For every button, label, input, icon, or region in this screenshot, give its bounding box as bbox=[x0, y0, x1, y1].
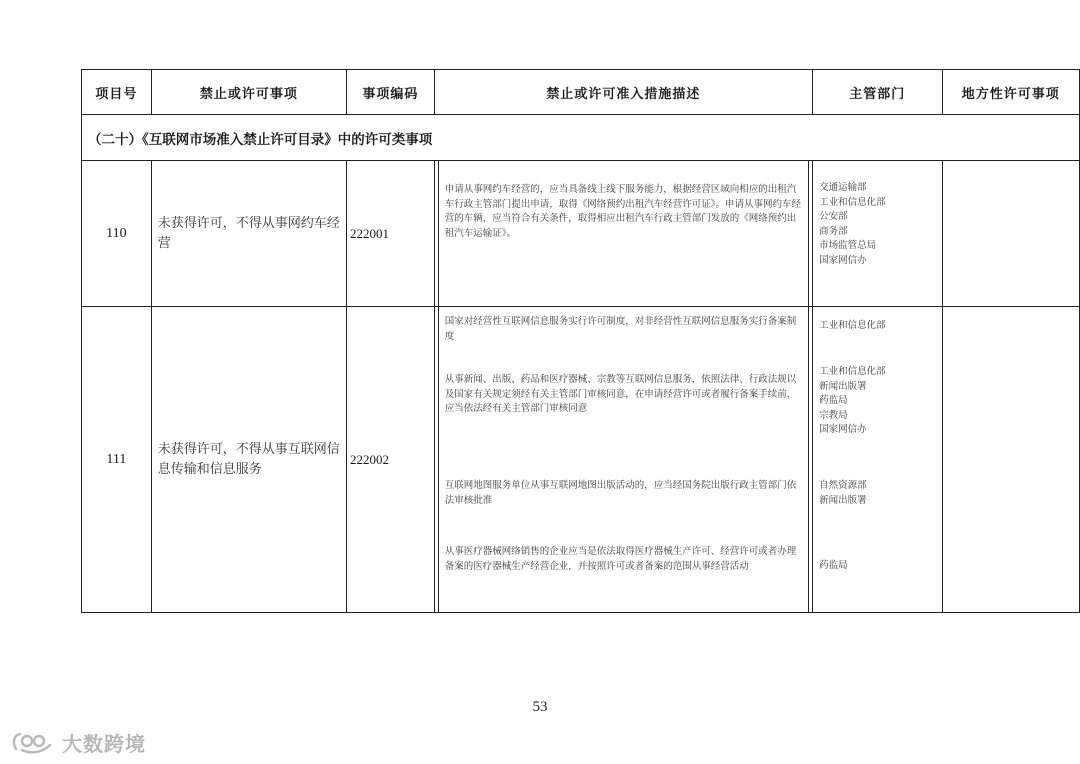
row-item: 未获得许可，不得从事互联网信息传输和信息服务 bbox=[151, 307, 346, 613]
table-row bbox=[82, 307, 1080, 613]
header-item: 禁止或许可事项 bbox=[151, 70, 346, 115]
header-local-permit: 地方性许可事项 bbox=[942, 70, 1079, 115]
measure-description: 国家对经营性互联网信息服务实行许可制度，对非经营性互联网信息服务实行备案制度 bbox=[444, 316, 797, 342]
row-code: 222001 bbox=[347, 161, 435, 307]
department-name: 自然资源部 bbox=[819, 480, 867, 491]
department-name: 宗教局 bbox=[819, 409, 848, 421]
department-name: 新闻出版署 bbox=[819, 380, 867, 392]
department-name: 公安部 bbox=[819, 211, 848, 222]
department-name: 药监局 bbox=[819, 560, 848, 571]
department-name: 国家网信办 bbox=[819, 254, 867, 266]
row-local-permit bbox=[942, 161, 1079, 307]
row-item: 未获得许可，不得从事网约车经营 bbox=[151, 161, 346, 307]
department-name: 工业和信息化部 bbox=[819, 366, 886, 377]
row-departments bbox=[813, 307, 942, 613]
department-name: 药监局 bbox=[819, 395, 848, 406]
department-name: 商务部 bbox=[819, 225, 848, 237]
row-code: 222002 bbox=[347, 307, 435, 613]
department-name: 工业和信息化部 bbox=[819, 320, 886, 331]
row-measures bbox=[434, 307, 812, 613]
permit-table bbox=[81, 69, 1080, 613]
department-name: 交通运输部 bbox=[819, 182, 867, 193]
department-name: 市场监管总局 bbox=[819, 240, 877, 251]
section-title: （二十）《互联网市场准入禁止许可目录》中的许可类事项 bbox=[82, 115, 1080, 161]
measure-description: 互联网地图服务单位从事互联网地图出版活动的，应当经国务院出版行政主管部门依法审核批准 bbox=[444, 480, 797, 506]
department-name: 国家网信办 bbox=[819, 424, 867, 435]
section-row bbox=[82, 115, 1080, 161]
department-list bbox=[819, 479, 937, 508]
watermark-text: 大数跨境 bbox=[62, 731, 146, 756]
department-list bbox=[819, 559, 937, 574]
department-name: 新闻出版署 bbox=[819, 494, 867, 506]
measure-description: 从事医疗器械网络销售的企业应当是依法取得医疗器械生产许可、经营许可或者办理备案的医疗器械生产经营企业，并按照许可或者备案的范围从事经营活动 bbox=[444, 546, 797, 572]
row-measures bbox=[434, 161, 812, 307]
department-list bbox=[819, 365, 937, 438]
department-list bbox=[819, 319, 937, 334]
row-local-permit bbox=[942, 307, 1079, 613]
brand-logo-icon bbox=[10, 729, 54, 755]
header-department: 主管部门 bbox=[813, 70, 942, 115]
row-departments bbox=[813, 161, 942, 307]
table-header-row bbox=[82, 70, 1080, 115]
header-item-number: 项目号 bbox=[82, 70, 152, 115]
header-measures: 禁止或许可准入措施描述 bbox=[434, 70, 812, 115]
department-name: 工业和信息化部 bbox=[819, 196, 886, 208]
department-list bbox=[819, 181, 937, 268]
page-number: 53 bbox=[532, 699, 548, 715]
table-row bbox=[82, 161, 1080, 307]
measure-description: 从事新闻、出版、药品和医疗器械、宗教等互联网信息服务，依照法律、行政法规以及国家有关规定须经有关主管部门审核同意，在申请经营许可或者履行备案手续前，应当依法经有关主管部门审核同意 bbox=[444, 374, 797, 414]
row-number: 111 bbox=[82, 307, 152, 613]
measure-description: 申请从事网约车经营的，应当具备线上线下服务能力，根据经营区域向相应的出租汽车行政主管部门提出申请，取得《网络预约出租汽车经营许可证》。申请从事网约车经营的车辆，应当符合有关条件，取得相应出租汽车行政主管部门发放的《网络预约出租汽车运输证》。 bbox=[444, 184, 802, 239]
watermark bbox=[10, 727, 146, 757]
header-code: 事项编码 bbox=[347, 70, 435, 115]
row-number: 110 bbox=[82, 161, 152, 307]
